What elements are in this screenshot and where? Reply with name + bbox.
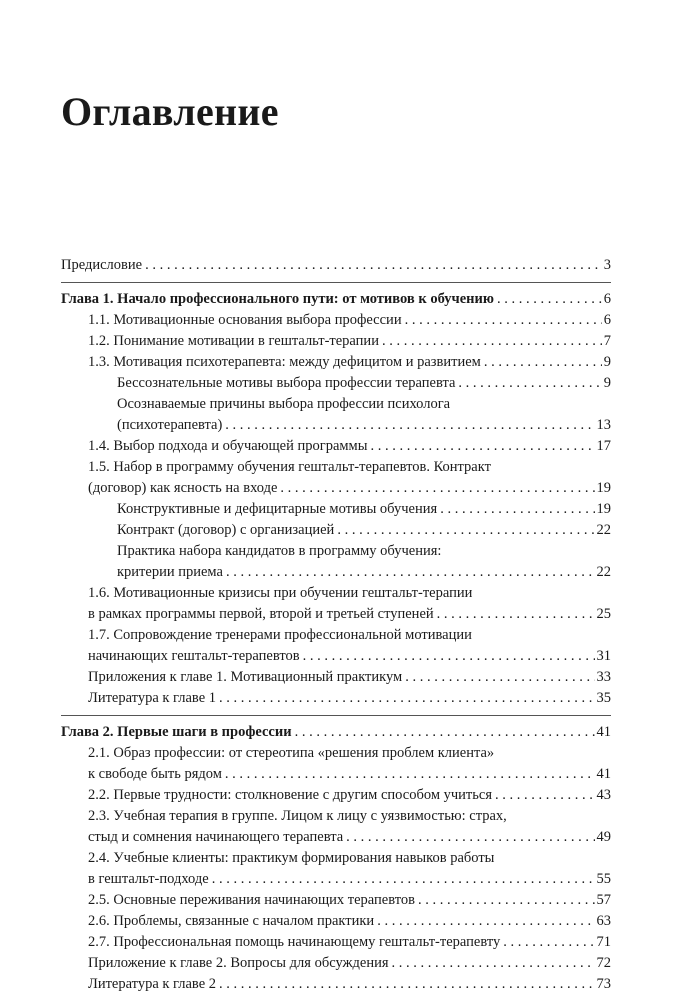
dot-leader [503, 932, 594, 953]
toc-entry[interactable] [61, 520, 611, 541]
toc-entry[interactable] [61, 583, 611, 625]
dot-leader [484, 352, 602, 373]
toc-page-number: 13 [596, 417, 611, 433]
toc-entry-text: 2.6. Проблемы, связанные с началом практики [88, 911, 377, 932]
dot-leader [225, 764, 595, 785]
dot-leader [405, 667, 594, 688]
toc-entry[interactable] [61, 436, 611, 457]
toc-page-number: 33 [596, 669, 611, 685]
toc-chapter-1-heading[interactable] [61, 289, 611, 310]
toc-entry-text: к свободе быть рядом [88, 764, 225, 785]
toc-entry-text: в рамках программы первой, второй и третьей ступеней [88, 604, 437, 625]
toc-entry-text: 1.7. Сопровождение тренерами профессиональной мотивации [88, 627, 472, 643]
table-of-contents [61, 255, 611, 995]
toc-entry-text: Осознаваемые причины выбора профессии психолога [117, 396, 451, 412]
toc-page-number: 9 [603, 375, 611, 391]
toc-page-number: 72 [596, 955, 611, 971]
toc-page-number: 19 [596, 501, 611, 517]
dot-leader [497, 289, 602, 310]
toc-entry[interactable] [61, 953, 611, 974]
dot-leader [458, 373, 601, 394]
toc-entry-text: (договор) как ясность на входе [88, 478, 280, 499]
toc-page-number: 43 [596, 787, 611, 803]
toc-page-number: 22 [596, 522, 611, 538]
dot-leader [337, 520, 594, 541]
toc-page-number: 17 [596, 438, 611, 454]
toc-chapter-2-heading[interactable] [61, 722, 611, 743]
toc-page-number: 6 [603, 291, 611, 307]
dot-leader [226, 562, 595, 583]
toc-entry[interactable] [61, 352, 611, 373]
toc-page-number: 63 [596, 913, 611, 929]
toc-page-number: 9 [603, 354, 611, 370]
dot-leader [280, 478, 594, 499]
toc-entry[interactable] [61, 331, 611, 352]
toc-entry[interactable] [61, 848, 611, 890]
dot-leader [437, 604, 595, 625]
toc-entry-text: начинающих гештальт-терапевтов [88, 646, 303, 667]
toc-page-number: 57 [596, 892, 611, 908]
toc-entry[interactable] [61, 667, 611, 688]
toc-entry-text: 2.3. Учебная терапия в группе. Лицом к лицу с уязвимостью: страх, [88, 808, 507, 824]
toc-chapter-1-items [61, 310, 611, 709]
dot-leader [370, 436, 594, 457]
dot-leader [377, 911, 594, 932]
toc-entry-text: 2.1. Образ профессии: от стереотипа «решения проблем клиента» [88, 745, 495, 761]
toc-entry[interactable] [61, 688, 611, 709]
toc-page-number: 25 [596, 606, 611, 622]
divider [61, 282, 611, 283]
toc-page-number: 55 [596, 871, 611, 887]
toc-entry-text: Литература к главе 1 [88, 688, 219, 709]
toc-entry-text: 2.7. Профессиональная помощь начинающему гештальт-терапевту [88, 932, 503, 953]
toc-entry-text: 1.6. Мотивационные кризисы при обучении гештальт-терапии [88, 585, 473, 601]
toc-entry-text: Практика набора кандидатов в программу обучения: [117, 543, 442, 559]
toc-chapter-title: Глава 2. Первые шаги в профессии [61, 722, 295, 743]
dot-leader [382, 331, 602, 352]
dot-leader [219, 688, 594, 709]
toc-entry[interactable] [61, 499, 611, 520]
toc-page-number: 71 [596, 934, 611, 950]
toc-entry-text: 1.5. Набор в программу обучения гештальт-терапевтов. Контракт [88, 459, 491, 475]
dot-leader [145, 255, 602, 276]
toc-entry-text: Контракт (договор) с организацией [117, 520, 337, 541]
toc-entry[interactable] [61, 457, 611, 499]
toc-page-number: 41 [596, 724, 611, 740]
dot-leader [418, 890, 595, 911]
toc-entry-preface[interactable] [61, 255, 611, 276]
toc-entry[interactable] [61, 743, 611, 785]
page-title: Оглавление [61, 89, 279, 134]
dot-leader [346, 827, 594, 848]
toc-entry-text: критерии приема [117, 562, 226, 583]
toc-entry-text: в гештальт-подходе [88, 869, 212, 890]
dot-leader [495, 785, 595, 806]
dot-leader [303, 646, 595, 667]
toc-entry[interactable] [61, 911, 611, 932]
toc-entry-text: 2.5. Основные переживания начинающих терапевтов [88, 890, 418, 911]
toc-entry[interactable] [61, 394, 611, 436]
toc-entry-text: Приложения к главе 1. Мотивационный практикум [88, 667, 405, 688]
toc-entry-text: Конструктивные и дефицитарные мотивы обучения [117, 499, 440, 520]
dot-leader [295, 722, 595, 743]
toc-entry-text: 1.4. Выбор подхода и обучающей программы [88, 436, 370, 457]
toc-entry-text: Литература к главе 2 [88, 974, 219, 995]
toc-entry[interactable] [61, 785, 611, 806]
toc-entry-text: 1.1. Мотивационные основания выбора профессии [88, 310, 405, 331]
toc-entry[interactable] [61, 310, 611, 331]
toc-page-number: 41 [596, 766, 611, 782]
divider [61, 715, 611, 716]
toc-page-number: 31 [596, 648, 611, 664]
toc-entry-text: Бессознательные мотивы выбора профессии терапевта [117, 373, 458, 394]
toc-page-number: 6 [603, 312, 611, 328]
toc-entry-text: стыд и сомнения начинающего терапевта [88, 827, 346, 848]
toc-page-number: 35 [596, 690, 611, 706]
dot-leader [392, 953, 595, 974]
toc-entry[interactable] [61, 932, 611, 953]
toc-chapter-title: Глава 1. Начало профессионального пути: от мотивов к обучению [61, 289, 497, 310]
toc-entry[interactable] [61, 974, 611, 995]
dot-leader [440, 499, 594, 520]
toc-entry[interactable] [61, 541, 611, 583]
dot-leader [219, 974, 594, 995]
toc-entry-text: 1.2. Понимание мотивации в гештальт-терапии [88, 331, 382, 352]
toc-entry[interactable] [61, 625, 611, 667]
toc-page-number: 3 [603, 257, 611, 273]
toc-entry-text: 2.4. Учебные клиенты: практикум формирования навыков работы [88, 850, 495, 866]
toc-entry[interactable] [61, 373, 611, 394]
dot-leader [212, 869, 595, 890]
toc-page-number: 19 [596, 480, 611, 496]
toc-entry-text: (психотерапевта) [117, 415, 225, 436]
toc-entry-text: Предисловие [61, 255, 145, 276]
toc-entry[interactable] [61, 890, 611, 911]
toc-entry-text: 1.3. Мотивация психотерапевта: между дефицитом и развитием [88, 352, 484, 373]
toc-page-number: 49 [596, 829, 611, 845]
toc-page-number: 7 [603, 333, 611, 349]
toc-entry[interactable] [61, 806, 611, 848]
toc-page-number: 73 [596, 976, 611, 992]
dot-leader [405, 310, 602, 331]
toc-entry-text: 2.2. Первые трудности: столкновение с другим способом учиться [88, 785, 495, 806]
toc-chapter-2-items [61, 743, 611, 995]
toc-page-number: 22 [596, 564, 611, 580]
toc-entry-text: Приложение к главе 2. Вопросы для обсуждения [88, 953, 392, 974]
dot-leader [225, 415, 594, 436]
